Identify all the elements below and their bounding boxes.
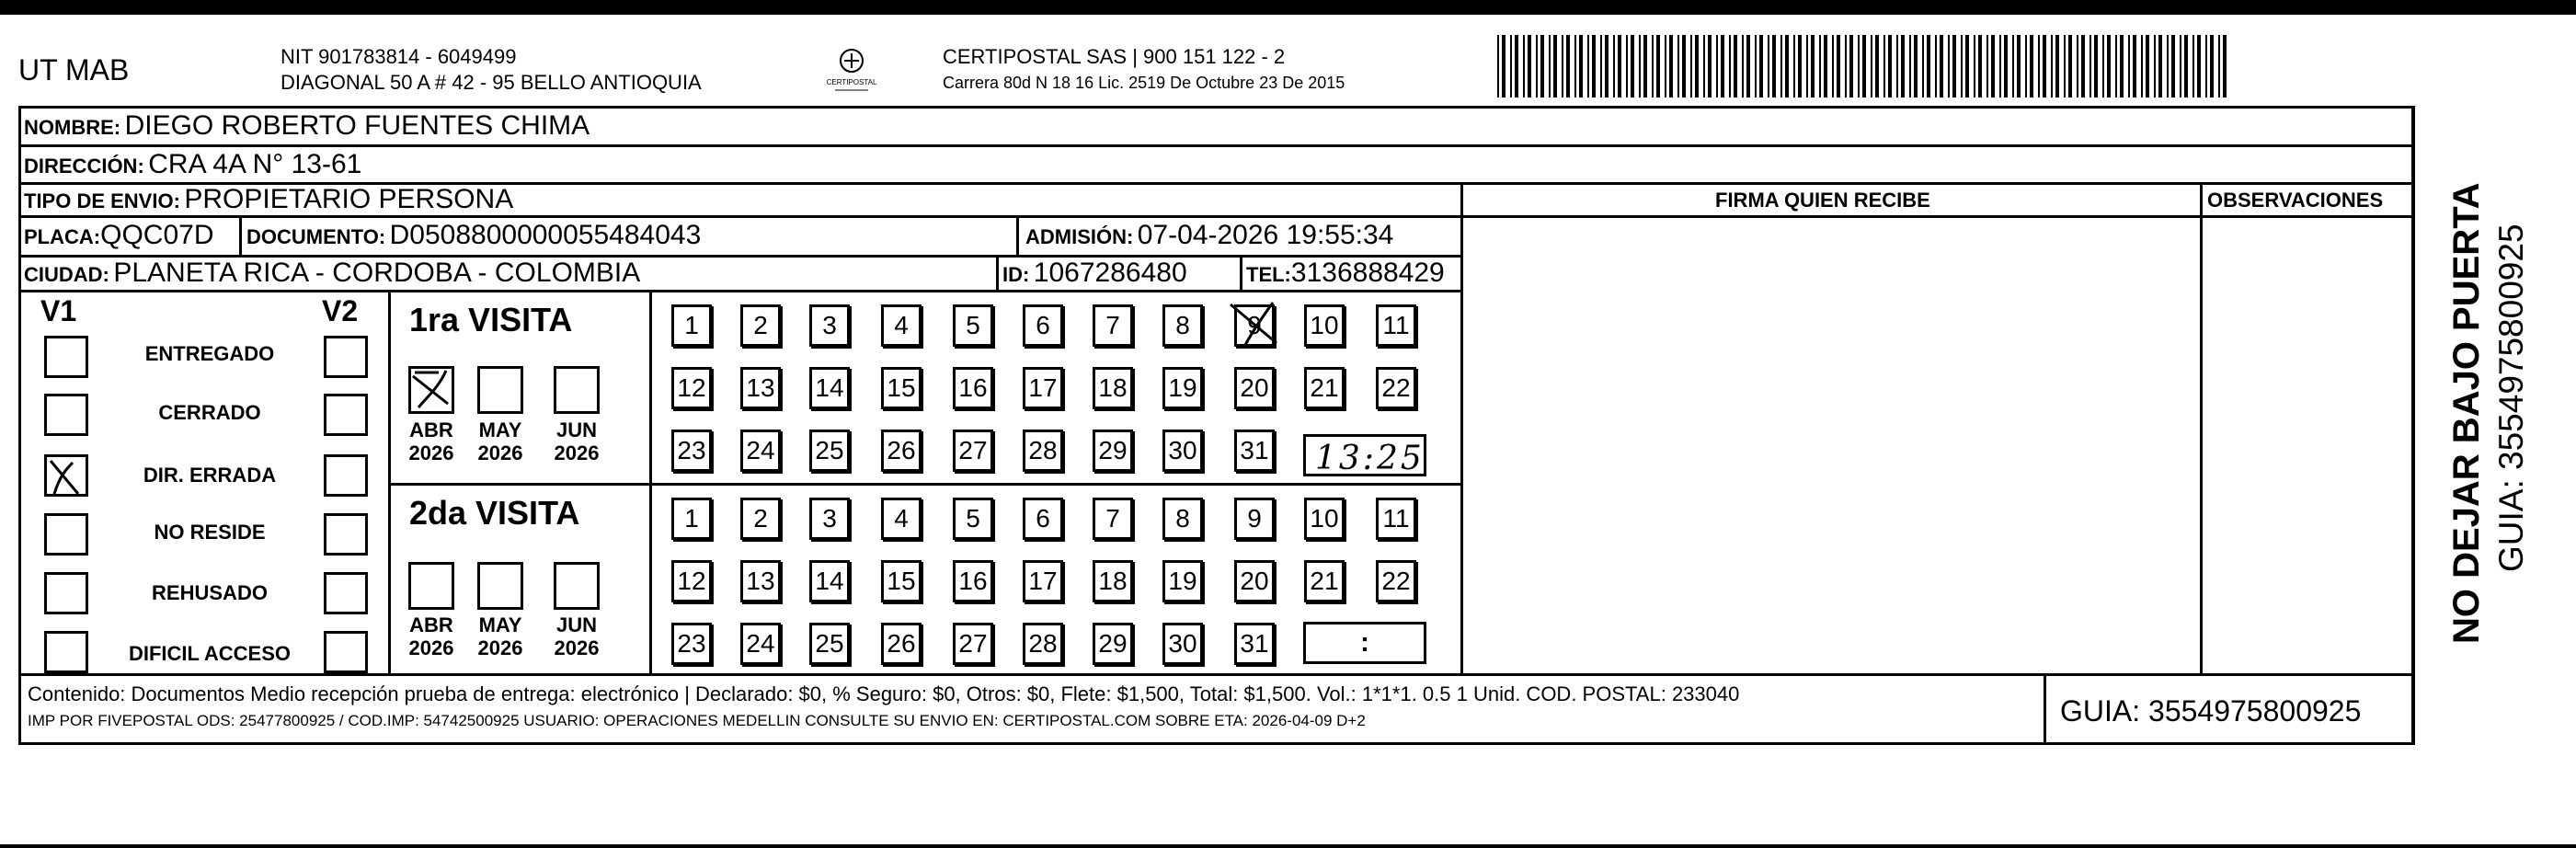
col-divider: [1240, 255, 1242, 290]
visit2-month-jun: JUN: [555, 613, 597, 636]
tel-value: 3136888429: [1290, 258, 1445, 288]
check-mark-icon: [47, 457, 86, 494]
side-guia: GUIA: 3554975800925: [2492, 223, 2530, 572]
visit1-title: 1ra VISITA: [409, 301, 573, 338]
visit1-year-abr: 2026: [408, 441, 454, 465]
tel-label: TEL:: [1246, 263, 1291, 286]
visit2-day-box[interactable]: 7: [1093, 498, 1133, 540]
nombre-label: NOMBRE:: [24, 116, 121, 139]
barcode: [1497, 35, 2228, 97]
visit1-day-box[interactable]: 31: [1234, 430, 1275, 472]
v1-no-reside-checkbox[interactable]: [44, 513, 88, 556]
visit1-day-box[interactable]: 19: [1162, 367, 1203, 409]
v2-header: V2: [322, 294, 359, 327]
visit1-year-may: 2026: [477, 441, 523, 465]
footer-divider: [18, 673, 2414, 676]
placa-label: PLACA:: [24, 225, 101, 248]
status-rehusado: REHUSADO: [152, 581, 268, 604]
nit: NIT 901783814 - 6049499: [280, 45, 517, 68]
visit1-day-box[interactable]: 11: [1376, 304, 1416, 347]
visit1-day-box[interactable]: 26: [881, 430, 922, 472]
visit2-day-box[interactable]: 5: [953, 498, 993, 540]
visit2-month-abr: ABR: [409, 613, 453, 636]
visit2-day-box[interactable]: 23: [671, 623, 712, 665]
visit2-year-may: 2026: [477, 636, 523, 660]
visit1-day-box[interactable]: 12: [671, 367, 712, 409]
carrier-info: CERTIPOSTAL SAS | 900 151 122 - 2: [943, 45, 1286, 68]
visit2-day-box[interactable]: 8: [1162, 498, 1203, 540]
visit1-month-may-box[interactable]: [477, 366, 523, 414]
visit1-day-box[interactable]: 9: [1234, 304, 1275, 347]
x-mark-icon: [411, 369, 452, 411]
visit2-day-box[interactable]: 1: [671, 498, 712, 540]
visit-divider: [388, 483, 1462, 486]
v2-no-reside-checkbox[interactable]: [324, 513, 368, 556]
footer-guia: GUIA: 3554975800925: [2060, 694, 2362, 728]
tipo-value: PROPIETARIO PERSONA: [184, 184, 514, 214]
visit2-time-box[interactable]: [1303, 622, 1426, 664]
visit2-year-abr: 2026: [408, 636, 454, 660]
status-cerrado: CERRADO: [158, 401, 261, 424]
visit2-day-box[interactable]: 12: [671, 560, 712, 602]
visit1-day-box[interactable]: 21: [1304, 367, 1345, 409]
frame-right-edge: [2412, 106, 2415, 745]
visit2-month-abr-box[interactable]: [408, 562, 454, 610]
certipostal-logo: [824, 44, 879, 99]
visit2-day-box[interactable]: 19: [1162, 560, 1203, 602]
visit2-day-box[interactable]: 21: [1304, 560, 1345, 602]
visit1-day-box[interactable]: 25: [809, 430, 850, 472]
visit2-month-may-box[interactable]: [477, 562, 523, 610]
visit1-day-box[interactable]: 24: [740, 430, 781, 472]
visit2-day-box[interactable]: 27: [953, 623, 993, 665]
visit1-time-box[interactable]: [1303, 434, 1426, 476]
visit1-day-box[interactable]: 29: [1093, 430, 1133, 472]
visit2-year-jun: 2026: [554, 636, 600, 660]
visit2-day-box[interactable]: 20: [1234, 560, 1275, 602]
v1-dificil-acceso-checkbox[interactable]: [44, 631, 88, 673]
observaciones-header: OBSERVACIONES: [2207, 189, 2384, 212]
visit1-month-may: MAY: [478, 418, 522, 441]
carrier-license: Carrera 80d N 18 16 Lic. 2519 De Octubre 23 De 2015: [943, 74, 1345, 92]
visit1-day-box[interactable]: 4: [881, 304, 922, 347]
visit2-day-box[interactable]: 2: [740, 498, 781, 540]
visit1-day-box[interactable]: 22: [1376, 367, 1416, 409]
visit2-day-box[interactable]: 14: [809, 560, 850, 602]
visit1-day-box[interactable]: 20: [1234, 367, 1275, 409]
visit1-month-abr-box[interactable]: [408, 366, 454, 414]
visit2-day-box[interactable]: 11: [1376, 498, 1416, 540]
visit2-day-box[interactable]: 10: [1304, 498, 1345, 540]
v1-rehusado-checkbox[interactable]: [44, 572, 88, 614]
row-divider: [18, 290, 1462, 292]
admision-label: ADMISIÓN:: [1025, 225, 1134, 248]
v1-cerrado-checkbox[interactable]: [44, 394, 88, 436]
col-divider: [239, 215, 242, 255]
visit2-month-jun-box[interactable]: [554, 562, 600, 610]
col-divider: [1016, 215, 1019, 255]
company-name: UT MAB: [18, 53, 130, 86]
v2-rehusado-checkbox[interactable]: [324, 572, 368, 614]
v1-entregado-checkbox[interactable]: [44, 336, 88, 378]
visit2-day-box[interactable]: 16: [953, 560, 993, 602]
visit1-day-box[interactable]: 14: [809, 367, 850, 409]
visit2-day-box[interactable]: 18: [1093, 560, 1133, 602]
visit2-title: 2da VISITA: [409, 494, 580, 532]
top-border: [0, 0, 2576, 15]
status-entregado: ENTREGADO: [144, 342, 275, 365]
visit2-day-box[interactable]: 4: [881, 498, 922, 540]
v1-dir-errada-checkbox[interactable]: [44, 454, 88, 497]
visit2-day-box[interactable]: 31: [1234, 623, 1275, 665]
visit2-day-box[interactable]: 25: [809, 623, 850, 665]
documento-label: DOCUMENTO:: [246, 225, 386, 248]
visit1-day-box[interactable]: 30: [1162, 430, 1203, 472]
col-divider: [388, 290, 391, 673]
visit1-month-jun-box[interactable]: [554, 366, 600, 414]
tipo-label: TIPO DE ENVIO:: [24, 189, 180, 212]
visit2-month-may: MAY: [478, 613, 522, 636]
visit1-time-handwritten: 13:25: [1315, 440, 1425, 477]
col-divider: [1460, 182, 1463, 675]
visit1-day-box[interactable]: 1: [671, 304, 712, 347]
visit1-day-box[interactable]: 8: [1162, 304, 1203, 347]
visit2-day-box[interactable]: 6: [1023, 498, 1063, 540]
visit2-day-box[interactable]: 30: [1162, 623, 1203, 665]
strike-mark-icon: [1227, 301, 1282, 347]
visit1-day-box[interactable]: 16: [953, 367, 993, 409]
visit1-month-jun: JUN: [555, 418, 597, 441]
visit1-day-box[interactable]: 10: [1304, 304, 1345, 347]
visit1-day-box[interactable]: 18: [1093, 367, 1133, 409]
status-dificil-acceso: DIFICIL ACCESO: [128, 642, 291, 665]
visit2-day-box[interactable]: 17: [1023, 560, 1063, 602]
visit1-day-box[interactable]: 13: [740, 367, 781, 409]
admision-value: 07-04-2026 19:55:34: [1137, 220, 1394, 250]
visit2-day-box[interactable]: 22: [1376, 560, 1416, 602]
v1-header: V1: [40, 294, 77, 327]
v2-dificil-acceso-checkbox[interactable]: [324, 631, 368, 673]
direccion-value: CRA 4A N° 13-61: [148, 149, 362, 179]
visit1-day-box[interactable]: 23: [671, 430, 712, 472]
placa-value: QQC07D: [100, 220, 214, 250]
sender-address: DIAGONAL 50 A # 42 - 95 BELLO ANTIOQUIA: [280, 71, 702, 94]
visit2-day-box[interactable]: 29: [1093, 623, 1133, 665]
ciudad-value: PLANETA RICA - CORDOBA - COLOMBIA: [113, 258, 641, 288]
id-label: ID:: [1002, 263, 1030, 286]
firma-header: FIRMA QUIEN RECIBE: [1715, 189, 1930, 212]
nombre-value: DIEGO ROBERTO FUENTES CHIMA: [124, 110, 590, 141]
visit1-month-abr: ABR: [409, 418, 453, 441]
visit2-day-box[interactable]: 9: [1234, 498, 1275, 540]
visit1-day-box[interactable]: 7: [1093, 304, 1133, 347]
v2-entregado-checkbox[interactable]: [324, 336, 368, 378]
visit2-day-box[interactable]: 26: [881, 623, 922, 665]
status-no-reside: NO RESIDE: [154, 521, 266, 544]
col-divider: [649, 290, 652, 673]
id-value: 1067286480: [1033, 258, 1187, 288]
documento-value: D0508800000055484043: [389, 220, 702, 250]
visit1-year-jun: 2026: [554, 441, 600, 465]
visit2-day-box[interactable]: 28: [1023, 623, 1063, 665]
status-dir-errada: DIR. ERRADA: [143, 464, 277, 487]
ciudad-label: CIUDAD:: [24, 263, 109, 286]
bottom-border: [0, 844, 2576, 848]
visit1-day-box[interactable]: 3: [809, 304, 850, 347]
col-divider: [2044, 673, 2046, 745]
direccion-label: DIRECCIÓN:: [24, 155, 144, 178]
visit1-day-box[interactable]: 15: [881, 367, 922, 409]
visit2-day-box[interactable]: 15: [881, 560, 922, 602]
visit1-day-box[interactable]: 6: [1023, 304, 1063, 347]
row-divider: [1460, 215, 2414, 218]
visit2-time: :: [1360, 627, 1369, 658]
visit1-day-box[interactable]: 28: [1023, 430, 1063, 472]
visit1-day-box[interactable]: 2: [740, 304, 781, 347]
svg-text:CERTIPOSTAL: CERTIPOSTAL: [826, 78, 877, 86]
v2-dir-errada-checkbox[interactable]: [324, 454, 368, 497]
row-divider: [18, 144, 2414, 147]
no-dejar-bajo-puerta: NO DEJAR BAJO PUERTA: [2446, 182, 2487, 644]
visit1-day-box[interactable]: 5: [953, 304, 993, 347]
visit2-day-box[interactable]: 13: [740, 560, 781, 602]
v2-cerrado-checkbox[interactable]: [324, 394, 368, 436]
footer-imp-line: IMP POR FIVEPOSTAL ODS: 25477800925 / COD.IMP: 54742500925 USUARIO: OPERACIONES MEDELLIN CONSULTE SU ENVIO EN: CERTIPOSTAL.COM SOBRE ETA: 2026-04-09 D+2: [28, 712, 1366, 729]
col-divider: [2200, 182, 2203, 675]
visit2-day-box[interactable]: 24: [740, 623, 781, 665]
visit1-day-box[interactable]: 17: [1023, 367, 1063, 409]
visit1-day-box[interactable]: 27: [953, 430, 993, 472]
visit2-day-box[interactable]: 3: [809, 498, 850, 540]
col-divider: [996, 255, 999, 290]
footer-content-line: Contenido: Documentos Medio recepción prueba de entrega: electrónico | Declarado: $0, % Seguro: $0, Otros: $0, Flete: $1,500, Total: $1,500. Vol.: 1*1*1. 0.5 1 Unid. COD. POSTAL: 233040: [28, 682, 1740, 705]
